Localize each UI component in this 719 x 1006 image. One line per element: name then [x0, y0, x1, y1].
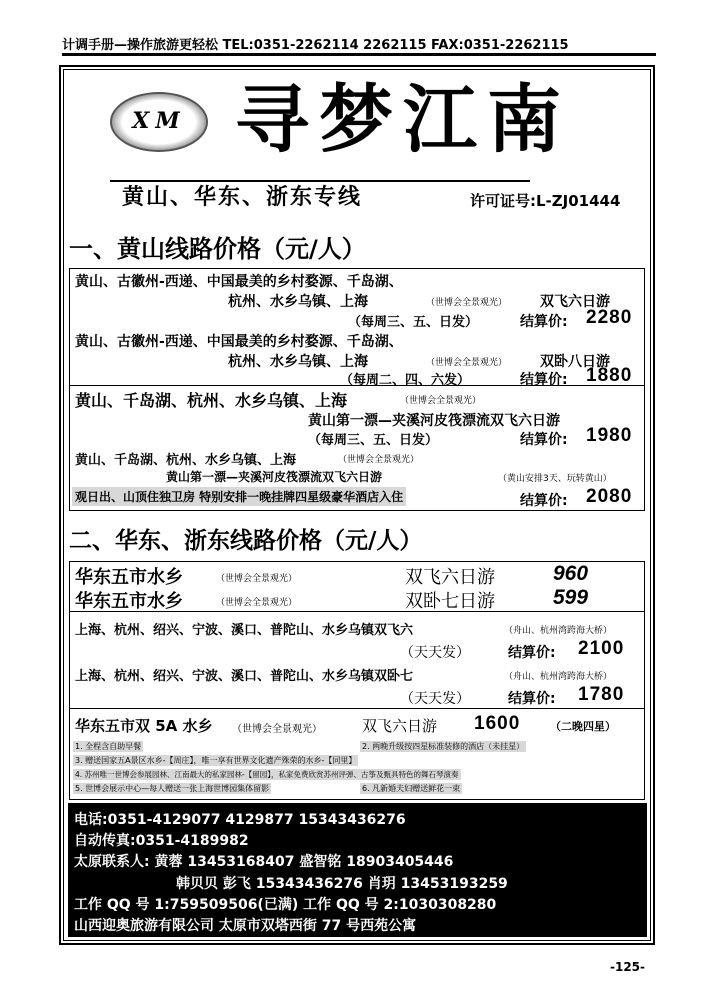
zhe-route-1-schedule: （天天发）	[400, 645, 470, 661]
note-item: 1. 全程含自助早餐	[75, 742, 142, 751]
header-text: 计调手册—操作旅游更轻松 TEL:0351-2262114 2262115 FAX:0351-2262115	[62, 38, 569, 53]
route-4-price-label: 结算价:	[520, 493, 568, 509]
zhe-route-2-price-label: 结算价:	[508, 691, 556, 707]
route-2-trip: 双卧八日游	[540, 354, 610, 370]
route-3-price: 1980	[586, 425, 633, 446]
route-2-price: 1880	[586, 365, 633, 386]
note-item: 4. 苏州唯一世博会参展园林、江南最大的私家园林-【留园】，私家免费欣赏苏州评弹、古筝及甄具特色的舞石琴演奏	[75, 770, 459, 779]
zhe-route-1: 上海、杭州、绍兴、宁波、溪口、普陀山、水乡乌镇双飞六	[75, 623, 414, 638]
route-1-price: 2280	[586, 307, 633, 328]
east-route-1: 华东五市水乡	[75, 567, 183, 588]
zhe-route-2-price: 1780	[578, 684, 625, 705]
page-title: 寻梦江南	[235, 77, 571, 163]
contact-people-1: 太原联系人: 黄蓉 13453168407 盛智铭 18903405446	[74, 854, 454, 870]
route-2-schedule: （每周二、四、六发）	[340, 373, 471, 388]
route-4-line1: 黄山、千岛湖、杭州、水乡乌镇、上海	[75, 453, 297, 468]
page-number: -125-	[610, 960, 646, 974]
east-route-1-note: （世博会全景观光）	[216, 574, 298, 584]
route-3-price-label: 结算价:	[520, 432, 568, 448]
route-3-line2: 黄山第一漂—夹溪河皮筏漂流双飞六日游	[308, 413, 560, 429]
note-item: 5. 世博会展示中心—每人赠送一张上海世博园集体留影	[75, 784, 270, 793]
contact-qq: 工作 QQ 号 1:759509506(已满) 工作 QQ 号 2:1030308280	[74, 897, 497, 913]
route-4-line2: 黄山第一漂—夹溪河皮筏漂流双飞六日游	[166, 470, 383, 484]
route-4-note2: （黄山安排3天、玩转黄山）	[498, 474, 612, 484]
route-1-trip: 双飞六日游	[540, 294, 610, 310]
east-route-2-note: （世博会全景观光）	[216, 598, 298, 608]
section2-box-a	[69, 561, 645, 612]
east-route-2-price: 599	[553, 586, 589, 609]
zhe-route-1-price: 2100	[578, 638, 625, 659]
route-2-price-label: 结算价:	[520, 372, 568, 388]
zhe-route-2: 上海、杭州、绍兴、宁波、溪口、普陀山、水乡乌镇双卧七	[75, 669, 414, 684]
contact-phone: 电话:0351-4129077 4129877 15343436276	[74, 812, 406, 828]
contact-people-2: 韩贝贝 彭飞 15343436276 肖玥 13453193259	[176, 876, 508, 892]
route-1-line1: 黄山、古徽州-西递、中国最美的乡村婺源、千岛湖、	[75, 274, 403, 290]
route-4-price: 2080	[586, 486, 633, 507]
east-route-1-trip: 双飞六日游	[405, 567, 495, 588]
subtitle: 黄山、华东、浙东专线	[122, 185, 363, 210]
route-1-schedule: （每周三、五、日发）	[348, 315, 479, 330]
section1-title: 一、黄山线路价格（元/人）	[69, 235, 366, 263]
five-a-route: 华东五市双 5A 水乡	[75, 717, 213, 735]
east-route-2-trip: 双卧七日游	[405, 591, 495, 612]
license-number: 许可证号:L-ZJ01444	[470, 192, 621, 210]
east-route-2: 华东五市水乡	[75, 591, 183, 612]
route-2-line2: 杭州、水乡乌镇、上海	[228, 354, 368, 370]
route-2-line1: 黄山、古徽州-西递、中国最美的乡村婺源、千岛湖、	[75, 334, 403, 350]
route-2-note: （世博会全景观光）	[426, 358, 508, 368]
route-4-note: （世博会全景观光）	[338, 455, 420, 465]
five-a-note: （世博会全景观光）	[232, 724, 322, 735]
route-3-line1: 黄山、千岛湖、杭州、水乡乌镇、上海	[75, 391, 348, 410]
contact-company: 山西迎奥旅游有限公司 太原市双塔西街 77 号西苑公寓	[74, 918, 417, 934]
route-3-schedule: （每周三、五、日发）	[308, 433, 439, 448]
section2-title: 二、华东、浙东线路价格（元/人）	[69, 528, 423, 554]
header-divider	[62, 53, 656, 56]
route-1-line2: 杭州、水乡乌镇、上海	[228, 294, 368, 310]
zhe-route-2-schedule: （天天发）	[400, 691, 470, 707]
note-item: 2. 两晚升级按四星标准装修的酒店（未挂星）	[362, 742, 525, 751]
five-a-stars: （二晚四星）	[550, 720, 616, 733]
five-a-price: 1600	[474, 713, 521, 734]
contact-block	[68, 803, 647, 937]
route-1-note: （世博会全景观光）	[426, 298, 508, 308]
east-route-1-price: 960	[553, 562, 589, 585]
contact-fax: 自动传真:0351-4189982	[74, 833, 249, 849]
section2-box-b	[69, 611, 645, 709]
zhe-route-1-note: （舟山、杭州湾跨海大桥）	[504, 626, 613, 636]
section1-box-b	[69, 385, 645, 511]
zhe-route-2-note: （舟山、杭州湾跨海大桥）	[504, 672, 613, 682]
section1-box-a	[69, 268, 645, 386]
five-a-trip: 双飞六日游	[362, 717, 438, 735]
route-3-note: （世博会全景观光）	[400, 396, 482, 406]
section2-box-c	[69, 708, 645, 800]
zhe-route-1-price-label: 结算价:	[508, 645, 556, 661]
logo-text: XM	[132, 108, 186, 134]
note-item: 6. 凡新婚夫妇赠送鲜花一束	[362, 784, 461, 793]
route-1-price-label: 结算价:	[520, 314, 568, 330]
note-item: 3. 赠送国家五A景区水乡-【周庄】，唯一享有世界文化遗产殊荣的水乡-【同里】	[75, 756, 357, 765]
route-4-line3: 观日出、山顶住独卫房 特别安排一晚挂牌四星级豪华酒店入住	[72, 487, 406, 506]
